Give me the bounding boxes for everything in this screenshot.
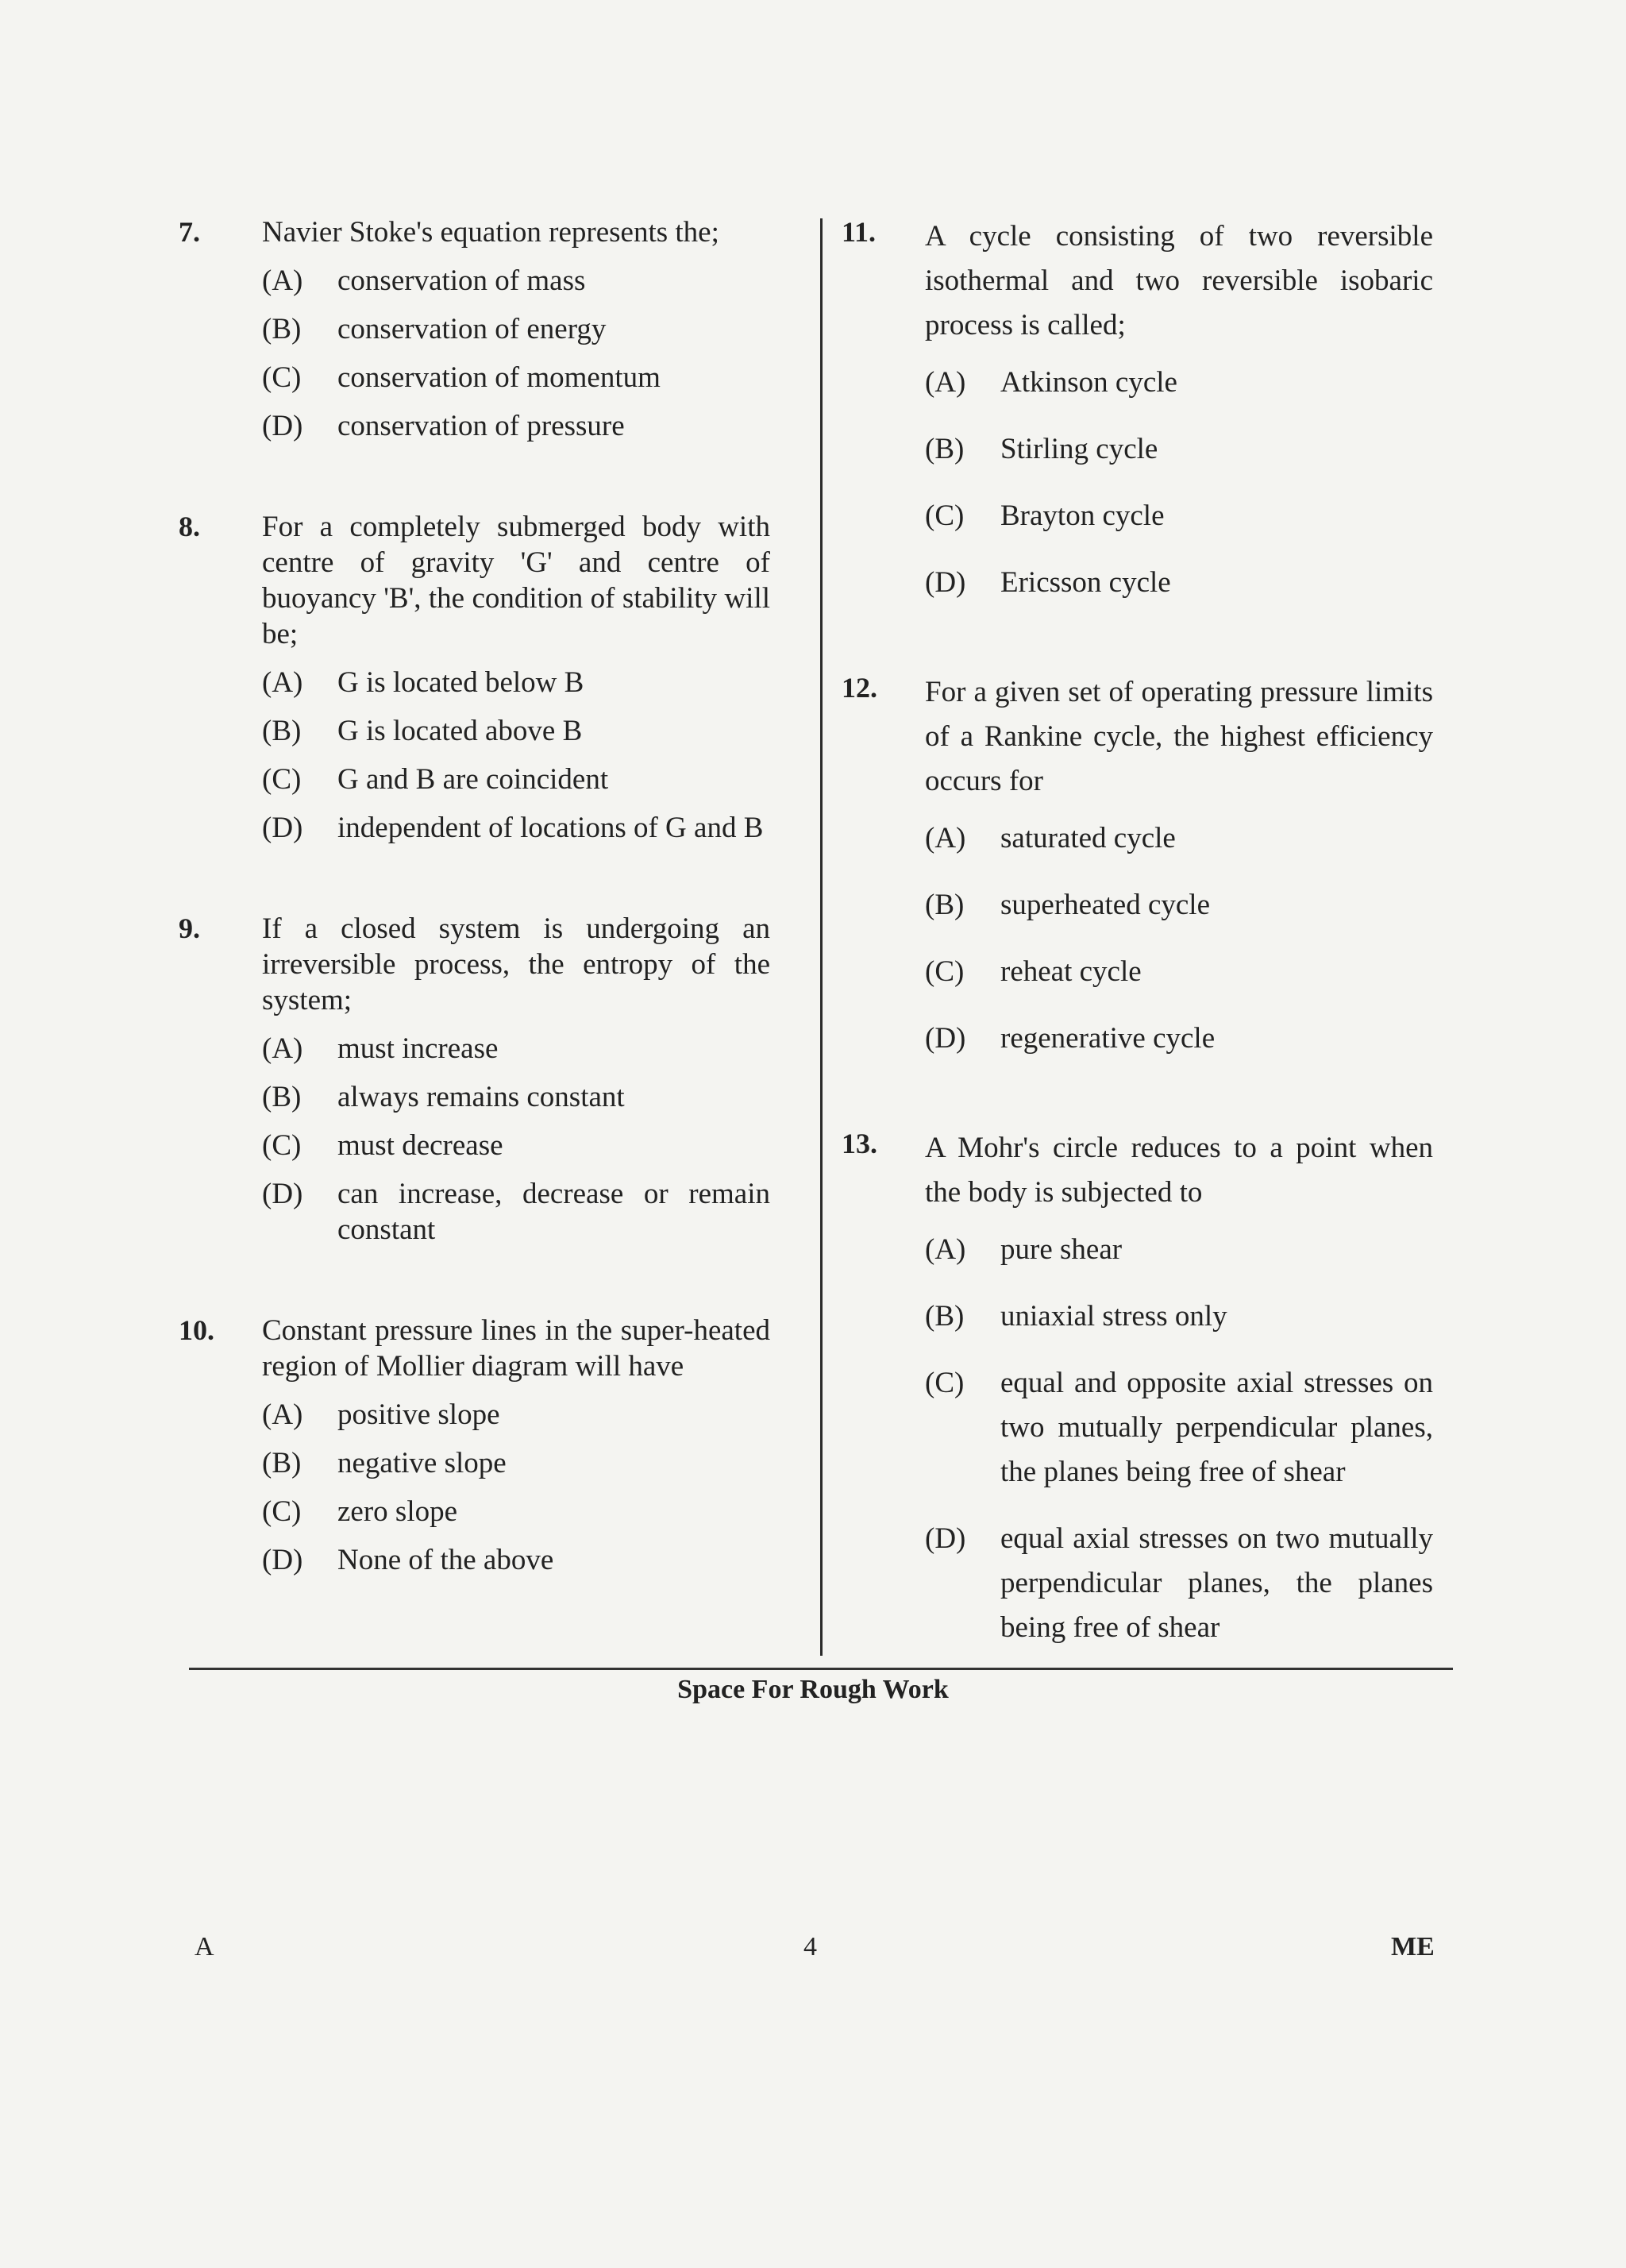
option-label: (C) <box>262 763 302 796</box>
option-label: (D) <box>262 812 303 844</box>
question-text: For a completely submerged body with centre of gravity 'G' and centre of buoyancy 'B', the condition of stability will be; <box>262 511 770 650</box>
option-d <box>262 1176 770 1248</box>
option-text: uniaxial stress only <box>1000 1300 1227 1333</box>
option-label: (B) <box>925 889 965 921</box>
option-a <box>262 1397 770 1433</box>
option-label: (B) <box>925 1300 965 1333</box>
option-c <box>262 1494 770 1529</box>
option-label: (B) <box>262 313 302 345</box>
option-a <box>925 816 1433 861</box>
option-text: reheat cycle <box>1000 955 1142 988</box>
option-label: (D) <box>925 1522 966 1555</box>
option-b <box>262 1445 770 1481</box>
option-label: (A) <box>262 666 303 699</box>
option-c <box>262 1128 770 1163</box>
option-list <box>262 263 770 444</box>
option-label: (D) <box>925 566 966 599</box>
option-text: Ericsson cycle <box>1000 566 1171 599</box>
left-column <box>179 214 770 1643</box>
column-divider <box>820 218 823 1656</box>
option-label: (C) <box>262 1129 302 1162</box>
question-text: A cycle consisting of two reversible isothermal and two reversible isobaric process is called; <box>925 220 1433 341</box>
option-label: (C) <box>925 499 965 532</box>
option-label: (D) <box>262 410 303 442</box>
option-text: can increase, decrease or remain constant <box>337 1178 770 1246</box>
question-text: Navier Stoke's equation represents the; <box>262 216 719 249</box>
question-text: Constant pressure lines in the super-heated region of Mollier diagram will have <box>262 1314 770 1383</box>
option-label: (D) <box>925 1022 966 1055</box>
option-d <box>262 810 770 846</box>
option-label: (B) <box>262 1081 302 1113</box>
question-8 <box>179 509 770 846</box>
option-text: saturated cycle <box>1000 822 1176 854</box>
right-column <box>842 214 1433 1715</box>
option-text: must decrease <box>337 1129 503 1162</box>
option-label: (D) <box>262 1178 303 1210</box>
option-label: (C) <box>262 1495 302 1528</box>
option-label: (A) <box>262 1032 303 1065</box>
option-text: None of the above <box>337 1544 554 1576</box>
rough-work-heading: Space For Rough Work <box>677 1675 949 1704</box>
footer-series-code: A <box>195 1932 214 1961</box>
option-a <box>262 263 770 299</box>
option-text: positive slope <box>337 1398 500 1431</box>
question-number: 7. <box>179 216 200 248</box>
question-text: If a closed system is undergoing an irreversible process, the entropy of the system; <box>262 912 770 1016</box>
question-text: For a given set of operating pressure limits of a Rankine cycle, the highest efficiency occurs for <box>925 676 1433 797</box>
option-text: G and B are coincident <box>337 763 609 796</box>
option-d <box>262 408 770 444</box>
question-13 <box>842 1126 1433 1650</box>
option-text: must increase <box>337 1032 499 1065</box>
option-c <box>925 494 1433 538</box>
option-b <box>262 1079 770 1115</box>
option-list <box>262 1031 770 1248</box>
option-label: (D) <box>262 1544 303 1576</box>
footer-page-number: 4 <box>803 1932 817 1961</box>
option-a <box>925 1228 1433 1272</box>
option-text: zero slope <box>337 1495 458 1528</box>
option-text: conservation of energy <box>337 313 607 345</box>
footer-subject-code: ME <box>1391 1932 1435 1961</box>
option-label: (B) <box>262 1447 302 1479</box>
option-text: conservation of momentum <box>337 361 661 394</box>
option-b <box>262 311 770 347</box>
question-number: 9. <box>179 912 200 944</box>
option-b <box>262 713 770 749</box>
option-label: (A) <box>925 366 966 399</box>
option-list <box>262 1397 770 1578</box>
option-text: Stirling cycle <box>1000 433 1158 465</box>
option-a <box>262 665 770 700</box>
option-b <box>925 1294 1433 1339</box>
option-text: conservation of pressure <box>337 410 625 442</box>
option-list <box>262 665 770 846</box>
option-label: (B) <box>925 433 965 465</box>
option-text: pure shear <box>1000 1233 1123 1266</box>
option-text: superheated cycle <box>1000 889 1210 921</box>
option-list <box>925 816 1433 1061</box>
option-c <box>925 1361 1433 1495</box>
question-number: 12. <box>842 672 877 704</box>
option-text: regenerative cycle <box>1000 1022 1216 1055</box>
option-d <box>925 1016 1433 1061</box>
question-10 <box>179 1313 770 1578</box>
question-number: 11. <box>842 216 877 248</box>
question-7 <box>179 214 770 444</box>
question-number: 13. <box>842 1128 877 1159</box>
question-12 <box>842 670 1433 1061</box>
option-a <box>262 1031 770 1066</box>
option-label: (C) <box>925 955 965 988</box>
option-text: Brayton cycle <box>1000 499 1165 532</box>
option-text: G is located below B <box>337 666 584 699</box>
question-number: 8. <box>179 511 200 542</box>
question-number: 10. <box>179 1314 214 1346</box>
option-a <box>925 361 1433 405</box>
option-label: (A) <box>262 264 303 297</box>
option-text: equal and opposite axial stresses on two mutually perpendicular planes, the planes being free of shear <box>1000 1367 1433 1488</box>
option-text: conservation of mass <box>337 264 586 297</box>
option-text: always remains constant <box>337 1081 625 1113</box>
option-label: (A) <box>262 1398 303 1431</box>
option-d <box>262 1542 770 1578</box>
question-text: A Mohr's circle reduces to a point when the body is subjected to <box>925 1132 1433 1209</box>
option-label: (C) <box>925 1367 965 1399</box>
option-label: (A) <box>925 1233 966 1266</box>
option-list <box>925 1228 1433 1650</box>
option-b <box>925 427 1433 472</box>
rough-work-divider <box>189 1668 1453 1670</box>
option-d <box>925 1517 1433 1650</box>
option-c <box>925 950 1433 994</box>
question-11 <box>842 214 1433 605</box>
option-text: equal axial stresses on two mutually perpendicular planes, the planes being free of shear <box>1000 1522 1433 1644</box>
option-text: independent of locations of G and B <box>337 812 764 844</box>
option-text: negative slope <box>337 1447 507 1479</box>
option-text: Atkinson cycle <box>1000 366 1177 399</box>
option-b <box>925 883 1433 928</box>
option-d <box>925 561 1433 605</box>
option-label: (A) <box>925 822 966 854</box>
option-label: (C) <box>262 361 302 394</box>
question-9 <box>179 911 770 1248</box>
option-list <box>925 361 1433 605</box>
option-label: (B) <box>262 715 302 747</box>
option-c <box>262 762 770 797</box>
option-c <box>262 360 770 395</box>
option-text: G is located above B <box>337 715 583 747</box>
